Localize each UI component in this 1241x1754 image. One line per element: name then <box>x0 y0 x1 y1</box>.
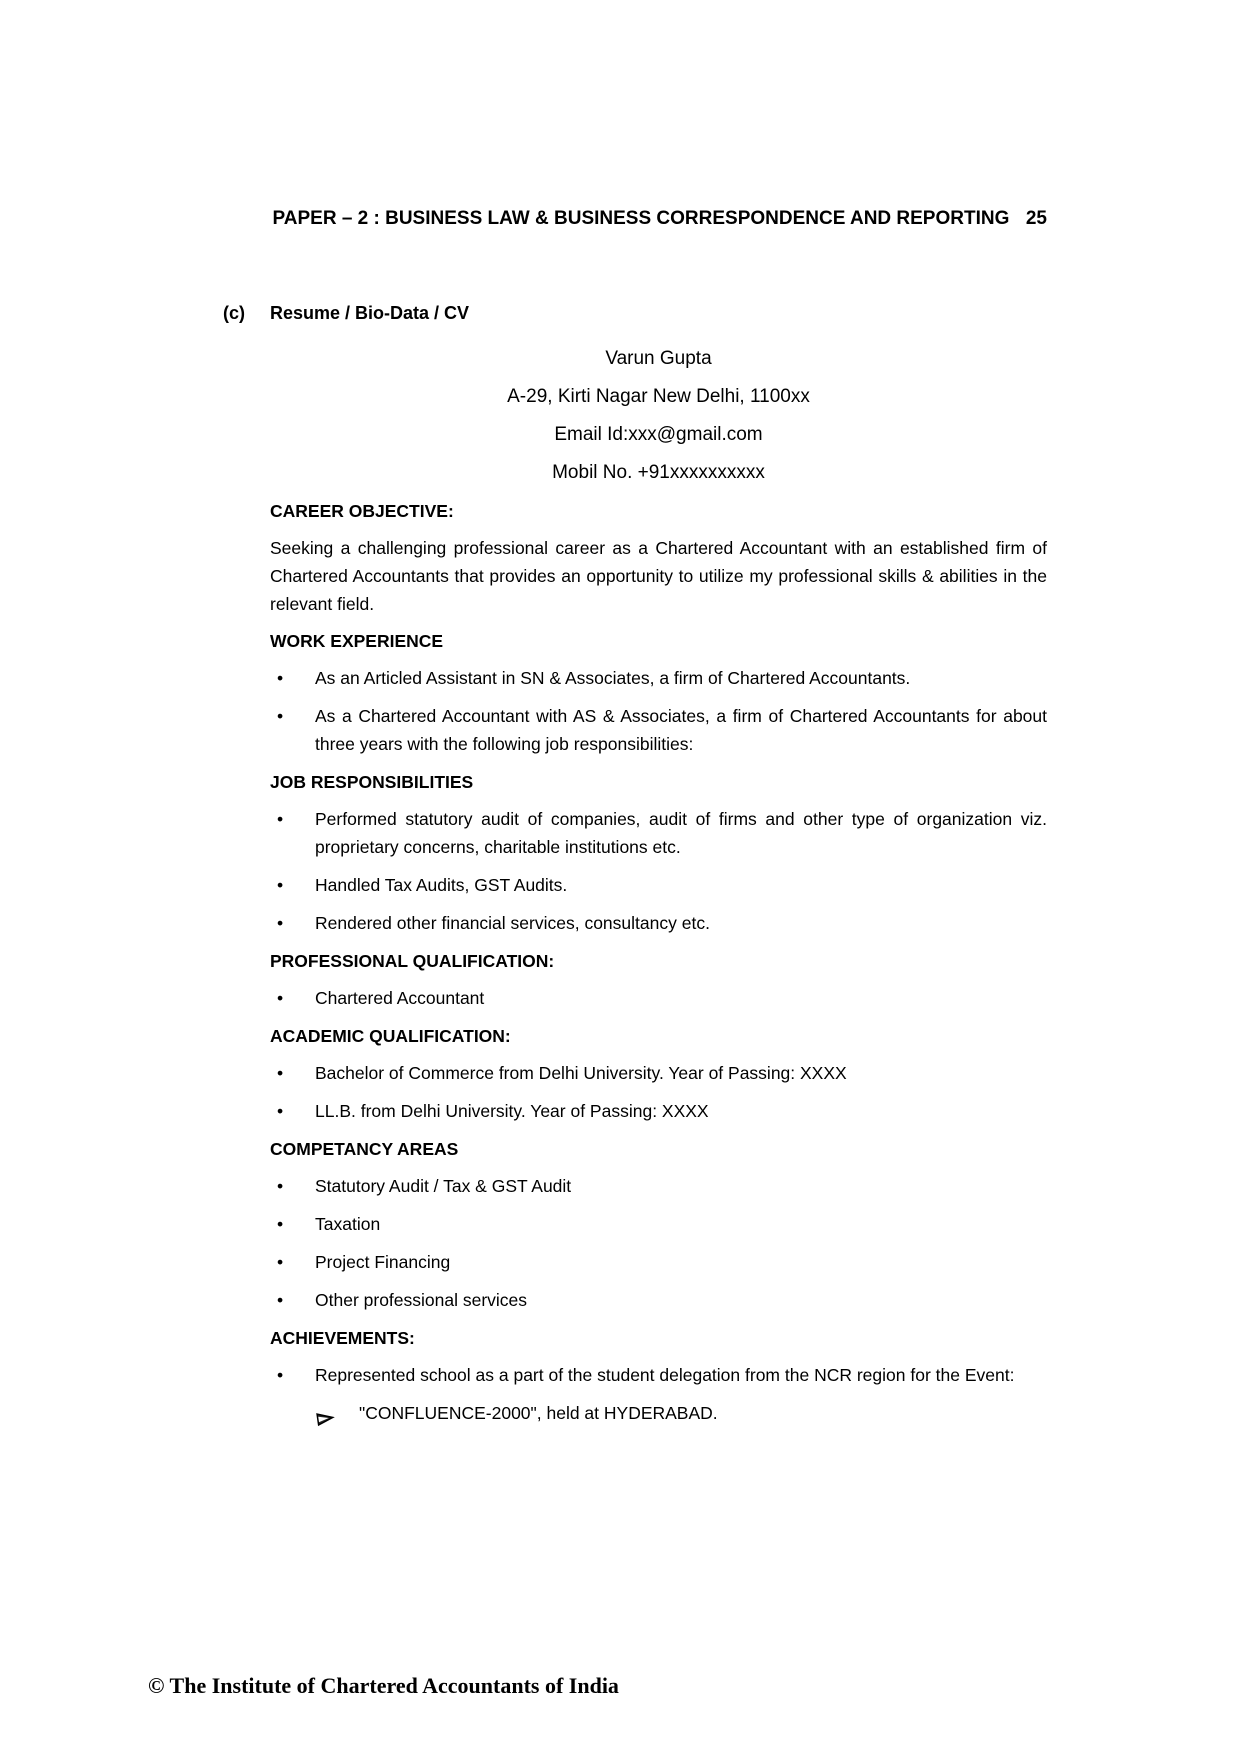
bullet-icon: • <box>277 988 284 1008</box>
copyright-footer: © The Institute of Chartered Accountants of India <box>148 1673 619 1698</box>
bullet-icon: • <box>277 1365 284 1385</box>
list-item-text: LL.B. from Delhi University. Year of Passing: XXXX <box>315 1101 709 1121</box>
contact-address: A-29, Kirti Nagar New Delhi, 1100xx <box>507 386 810 407</box>
sub-list-item-text: "CONFLUENCE-2000", held at HYDERABAD. <box>359 1403 718 1423</box>
list-item-text: Performed statutory audit of companies, audit of firms and other type of organization viz. proprietary concerns, charitable institutions etc. <box>315 809 1047 857</box>
bullet-icon: • <box>277 1176 284 1196</box>
list-item <box>270 1097 1047 1125</box>
list-item-text: Chartered Accountant <box>315 988 485 1008</box>
contact-name: Varun Gupta <box>605 348 712 369</box>
heading-career-objective: CAREER OBJECTIVE: <box>270 501 454 521</box>
list-item-text: Handled Tax Audits, GST Audits. <box>315 875 568 895</box>
arrow-bullet-icon <box>314 1405 337 1435</box>
list-item <box>270 664 1047 692</box>
list-item-text: Rendered other financial services, consultancy etc. <box>315 913 710 933</box>
bullet-icon: • <box>277 668 284 688</box>
contact-mobile: Mobil No. +91xxxxxxxxxx <box>552 462 765 483</box>
heading-job-responsibilities: JOB RESPONSIBILITIES <box>270 772 474 792</box>
bullet-icon: • <box>277 875 284 895</box>
list-item <box>270 1210 1047 1238</box>
heading-academic-qualification: ACADEMIC QUALIFICATION: <box>270 1026 511 1046</box>
list-item <box>270 702 1047 758</box>
list-item <box>270 984 1047 1012</box>
bullet-icon: • <box>277 1101 284 1121</box>
section-title: Resume / Bio-Data / CV <box>270 303 470 323</box>
sub-list-item <box>270 1399 1047 1427</box>
list-item-text: Bachelor of Commerce from Delhi University. Year of Passing: XXXX <box>315 1063 847 1083</box>
list-item <box>270 1286 1047 1314</box>
list-item-text: Statutory Audit / Tax & GST Audit <box>315 1176 572 1196</box>
bullet-icon: • <box>277 913 284 933</box>
heading-work-experience: WORK EXPERIENCE <box>270 631 444 651</box>
list-item <box>270 1248 1047 1276</box>
bullet-icon: • <box>277 1290 284 1310</box>
bullet-icon: • <box>277 809 284 829</box>
running-header <box>270 205 1047 233</box>
list-item-text: Taxation <box>315 1214 381 1234</box>
career-objective-text: Seeking a challenging professional career as a Chartered Accountant with an established firm of Chartered Accountants that provides an opportunity to utilize my professional skills & abilities in the relevant field. <box>270 538 1047 614</box>
section-label: (c) <box>223 303 245 323</box>
list-item <box>270 1059 1047 1087</box>
list-item-text: As a Chartered Accountant with AS & Associates, a firm of Chartered Accountants for about three years with the following job responsibilities: <box>315 706 1047 754</box>
paper-title: PAPER – 2 : BUSINESS LAW & BUSINESS CORRESPONDENCE AND REPORTING <box>272 208 1010 229</box>
bullet-icon: • <box>277 706 284 726</box>
list-item-text: As an Articled Assistant in SN & Associates, a firm of Chartered Accountants. <box>315 668 911 688</box>
bullet-icon: • <box>277 1252 284 1272</box>
heading-achievements: ACHIEVEMENTS: <box>270 1328 415 1348</box>
bullet-icon: • <box>277 1063 284 1083</box>
section-heading-row <box>223 299 1047 327</box>
list-item-text: Represented school as a part of the student delegation from the NCR region for the Event: <box>315 1365 1015 1385</box>
list-item <box>270 805 1047 861</box>
contact-email: Email Id:xxx@gmail.com <box>554 424 763 445</box>
page-number: 25 <box>1025 208 1047 229</box>
heading-competancy-areas: COMPETANCY AREAS <box>270 1139 459 1159</box>
list-item <box>270 1361 1047 1389</box>
list-item <box>270 909 1047 937</box>
list-item <box>270 871 1047 899</box>
list-item-text: Other professional services <box>315 1290 528 1310</box>
list-item <box>270 1172 1047 1200</box>
list-item-text: Project Financing <box>315 1252 451 1272</box>
bullet-icon: • <box>277 1214 284 1234</box>
page-content <box>223 205 1047 1437</box>
heading-professional-qualification: PROFESSIONAL QUALIFICATION: <box>270 951 555 971</box>
